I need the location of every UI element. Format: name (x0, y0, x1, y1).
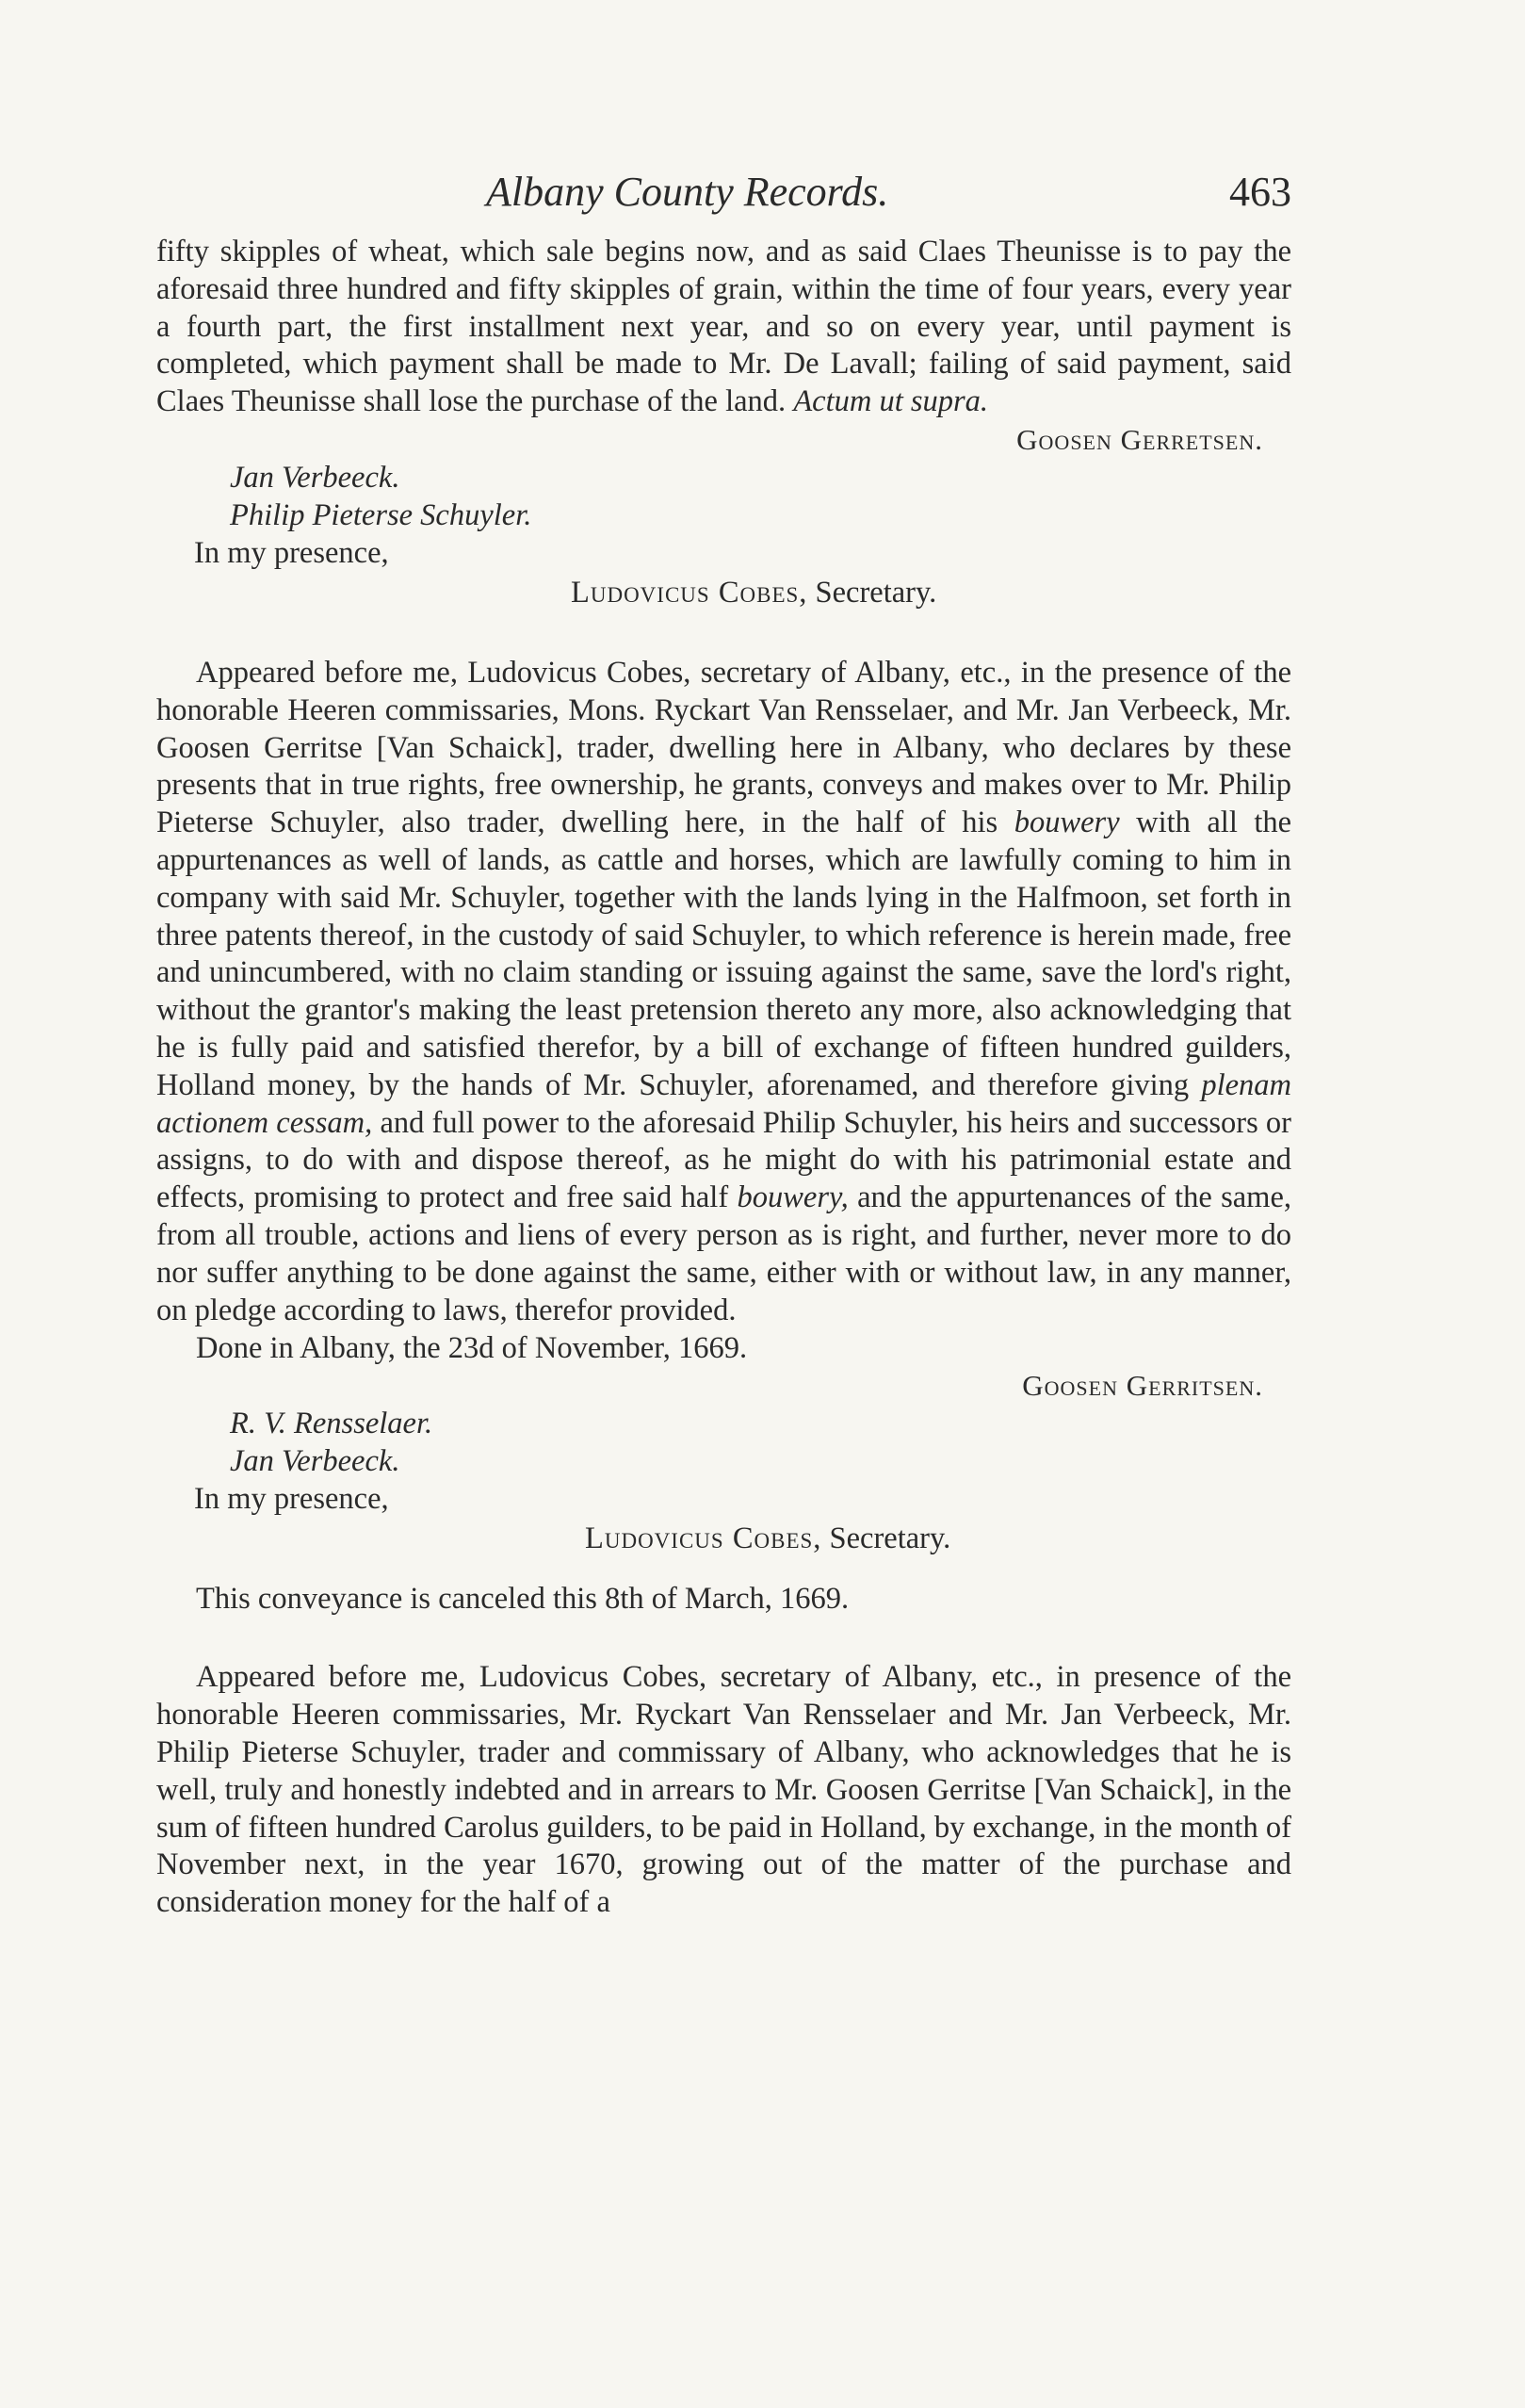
actum-ut-supra: Actum ut supra. (793, 384, 989, 419)
term-bouwery-2: bouwery, (737, 1180, 849, 1215)
secretary-name: Ludovicus Cobes, (585, 1521, 822, 1556)
witness-1: Jan Verbeeck. (230, 460, 400, 495)
spacer (156, 1618, 1291, 1659)
running-head (156, 168, 1291, 234)
witness-2: Philip Pieterse Schuyler. (230, 497, 532, 532)
page-content (156, 168, 1291, 1922)
conveyance-text-b: with all the appurtenances as well of lands, as cattle and horses, which are lawfully coming to him in company with said Mr. Schuyler, together with the lands lying in the Halfmoon, set forth in three patents thereof, in the custody of said Schuyler, to which reference is herein made, free and unincumbered, with no claim standing or issuing against the same, save the lord's right, without the grantor's making the least pretension thereto any more, also acknowledging that he is fully paid and satisfied therefor, by a bill of exchange of fifteen hundred guilders, Holland money, by the hands of Mr. Schuyler, aforenamed, and therefore giving (156, 805, 1292, 1102)
signature-goosen-gerretsen: Goosen Gerretsen. (1016, 422, 1263, 456)
paragraph-sale-terms (156, 234, 1291, 421)
paragraph-conveyance (156, 655, 1291, 1329)
secretary-title: Secretary. (829, 1521, 951, 1556)
conveyance-text-d: and the appurtenances of the same, from all trouble, actions and liens of every person as is right, and further, never more to do nor suffer anything to be done against the same, either with or without law, in any manner, on pledge according to laws, therefor provided. (156, 1180, 1292, 1327)
secretary-name: Ludovicus Cobes, (571, 575, 808, 610)
paragraph-indebtedness: Appeared before me, Ludovicus Cobes, secretary of Albany, etc., in presence of the honorable Heeren commissaries, Mr. Ryckart Van Rensselaer and Mr. Jan Verbeeck, Mr. Philip Pieterse Schuyler, trader and commissary of Albany, who acknowledges that he is well, truly and honestly indebted and in arrears to Mr. Goosen Gerritse [Van Schaick], in the sum of fifteen hundred Carolus guilders, to be paid in Holland, by exchange, in the month of November next, in the year 1670, growing out of the matter of the purchase and consideration money for the half of a (156, 1660, 1291, 1920)
conveyance-text-a: Appeared before me, Ludovicus Cobes, secretary of Albany, etc., in the presence of the honorable Heeren commissaries, Mons. Ryckart Van Rensselaer, and Mr. Jan Verbeeck, Mr. Goosen Gerritse [Van Schaick], trader, dwelling here in Albany, who declares by these presents that in true rights, free ownership, he grants, conveys and makes over to Mr. Philip Pieterse Schuyler, also trader, dwelling here, in the half of his (156, 655, 1291, 840)
conveyance-text-c: and full power to the aforesaid Philip Schuyler, his heirs and successors or assigns, to do with and dispose thereof, as he might do with his patrimonial estate and effects, promising to protect and free said half (156, 1105, 1292, 1215)
spacer (156, 1559, 1291, 1580)
secretary-signature (571, 572, 1291, 613)
signature-goosen-gerritsen: Goosen Gerritsen. (1022, 1369, 1263, 1403)
running-title: Albany County Records. (486, 169, 889, 215)
page-number: 463 (1229, 169, 1291, 215)
presence-line: In my presence, (194, 1482, 389, 1517)
presence-line: In my presence, (194, 535, 389, 570)
secretary-title: Secretary. (815, 575, 937, 610)
secretary-signature (585, 1518, 1291, 1559)
witness-1: R. V. Rensselaer. (230, 1407, 433, 1441)
done-line: Done in Albany, the 23d of November, 1669. (196, 1331, 748, 1366)
term-plenam-actionem: plenam actionem cessam, (156, 1067, 1291, 1140)
witness-2: Jan Verbeeck. (230, 1444, 400, 1479)
cancel-note: This conveyance is canceled this 8th of March, 1669. (196, 1582, 850, 1617)
term-bouwery: bouwery (1014, 805, 1120, 840)
sale-terms-text: fifty skipples of wheat, which sale begins now, and as said Claes Theunisse is to pay the aforesaid three hundred and fifty skipples of grain, within the time of four years, every year a fourth part, the first installment next year, and so on every year, until payment is completed, which payment shall be made to Mr. De Lavall; failing of said payment, said Claes Theunisse shall lose the purchase of the land. (156, 235, 1291, 419)
spacer (156, 613, 1291, 655)
